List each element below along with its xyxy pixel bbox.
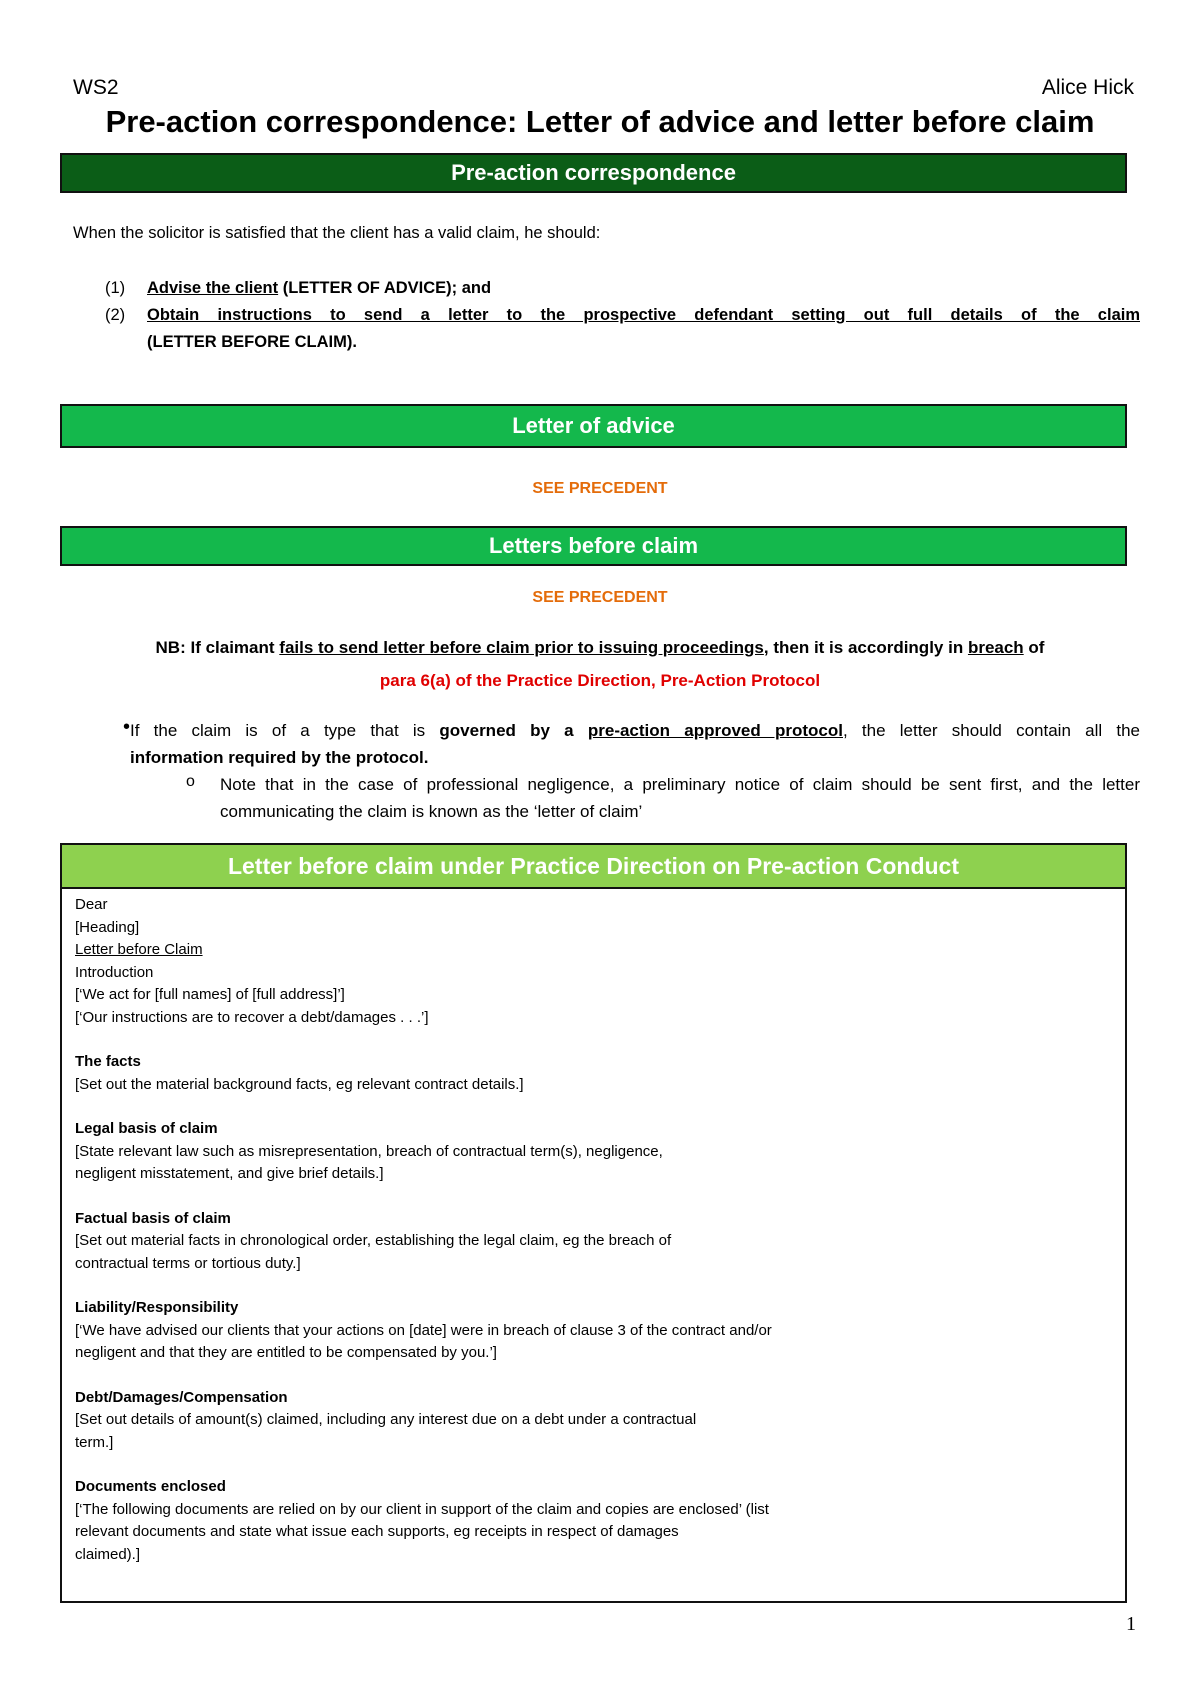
nb-text: NB: If claimant (155, 638, 280, 657)
section-heading-letters-before-claim: Letters before claim (60, 526, 1127, 566)
template-box-heading: Letter before claim under Practice Direction on Pre-action Conduct (62, 845, 1125, 889)
template-line: negligent and that they are entitled to be compensated by you.’] (75, 1344, 497, 1361)
bullet-emphasis: pre-action approved protocol (587, 721, 843, 740)
template-line: [Set out details of amount(s) claimed, including any interest due on a debt under a contractual (75, 1411, 697, 1428)
template-line: [‘We act for [full names] of [full address]’] (75, 986, 345, 1003)
template-line: contractual terms or tortious duty.] (75, 1254, 301, 1272)
see-precedent-note: SEE PRECEDENT (532, 589, 668, 606)
template-line: relevant documents and state what issue each supports, eg receipts in respect of damages (75, 1523, 679, 1540)
list-number: (1) (105, 279, 126, 297)
template-line: negligent misstatement, and give brief details.] (75, 1165, 384, 1182)
template-line: claimed).] (75, 1545, 141, 1563)
template-section-title: The facts (75, 1053, 141, 1070)
list-emphasis: Obtain instructions to send a letter to the prospective defendant setting out full details of the claim (147, 306, 1140, 324)
bullet-text-part: , the letter should contain all the (842, 721, 1140, 740)
template-section-title: Debt/Damages/Compensation (75, 1388, 288, 1406)
template-line: Dear (75, 896, 108, 913)
template-line: [Set out material facts in chronological order, establishing the legal claim, eg the breach of (75, 1232, 672, 1249)
template-line: [‘We have advised our clients that your actions on [date] were in breach of clause 3 of the contract and/or (75, 1321, 772, 1339)
header-course-code: WS2 (73, 76, 119, 99)
list-text: (LETTER BEFORE CLAIM). (147, 333, 357, 351)
letter-template-box (60, 843, 1127, 1603)
template-section-title: Documents enclosed (75, 1478, 226, 1495)
nb-emphasis: breach (967, 638, 1024, 657)
bullet-text-part: If the claim is of a type that is (130, 721, 440, 740)
template-section-title: Liability/Responsibility (75, 1299, 239, 1316)
bullet-text-continued: information required by the protocol. (130, 748, 429, 767)
see-precedent-note: SEE PRECEDENT (532, 480, 668, 497)
template-line: [Heading] (75, 918, 140, 936)
template-line: [‘The following documents are relied on by our client in support of the claim and copies are enclosed’ (list (75, 1500, 769, 1518)
intro-text: When the solicitor is satisfied that the client has a valid claim, he should: (73, 224, 601, 242)
section-heading-letter-of-advice: Letter of advice (60, 404, 1127, 448)
template-section-title: Factual basis of claim (75, 1209, 231, 1227)
bullet-text (130, 717, 1140, 744)
template-line: Letter before Claim (75, 941, 203, 958)
template-box-body (62, 889, 1125, 1566)
template-line: [Set out the material background facts, eg relevant contract details.] (75, 1075, 524, 1093)
document-title: Pre-action correspondence: Letter of advice and letter before claim (105, 104, 1095, 139)
list-text: (LETTER OF ADVICE); and (278, 279, 492, 297)
bullet-text-part: governed by a (439, 721, 588, 740)
template-section-title: Legal basis of claim (75, 1120, 218, 1137)
nb-text: of (1023, 638, 1045, 657)
template-line: [‘Our instructions are to recover a debt/damages . . .’] (75, 1008, 429, 1026)
nb-emphasis: fails to send letter before claim prior to issuing proceedings (279, 638, 764, 657)
sub-bullet-text: Note that in the case of professional negligence, a preliminary notice of claim should be sent first, and the letter communicating the claim is known as the ‘letter of claim’ (220, 775, 1140, 821)
section-heading-pre-action: Pre-action correspondence (60, 153, 1127, 193)
page-number: 1 (1126, 1613, 1136, 1635)
practice-direction-reference: para 6(a) of the Practice Direction, Pre-Action Protocol (379, 671, 821, 690)
nb-note (60, 638, 1140, 658)
template-line: term.] (75, 1433, 114, 1451)
header-author: Alice Hick (1041, 76, 1134, 99)
bullet-icon: • (123, 716, 131, 738)
template-line: Introduction (75, 963, 154, 981)
sub-bullet-marker: o (186, 773, 195, 790)
list-number: (2) (105, 306, 126, 324)
list-emphasis: Advise the client (147, 279, 279, 297)
nb-text: , then it is accordingly in (763, 638, 968, 657)
template-line: [State relevant law such as misrepresentation, breach of contractual term(s), negligence, (75, 1142, 663, 1160)
